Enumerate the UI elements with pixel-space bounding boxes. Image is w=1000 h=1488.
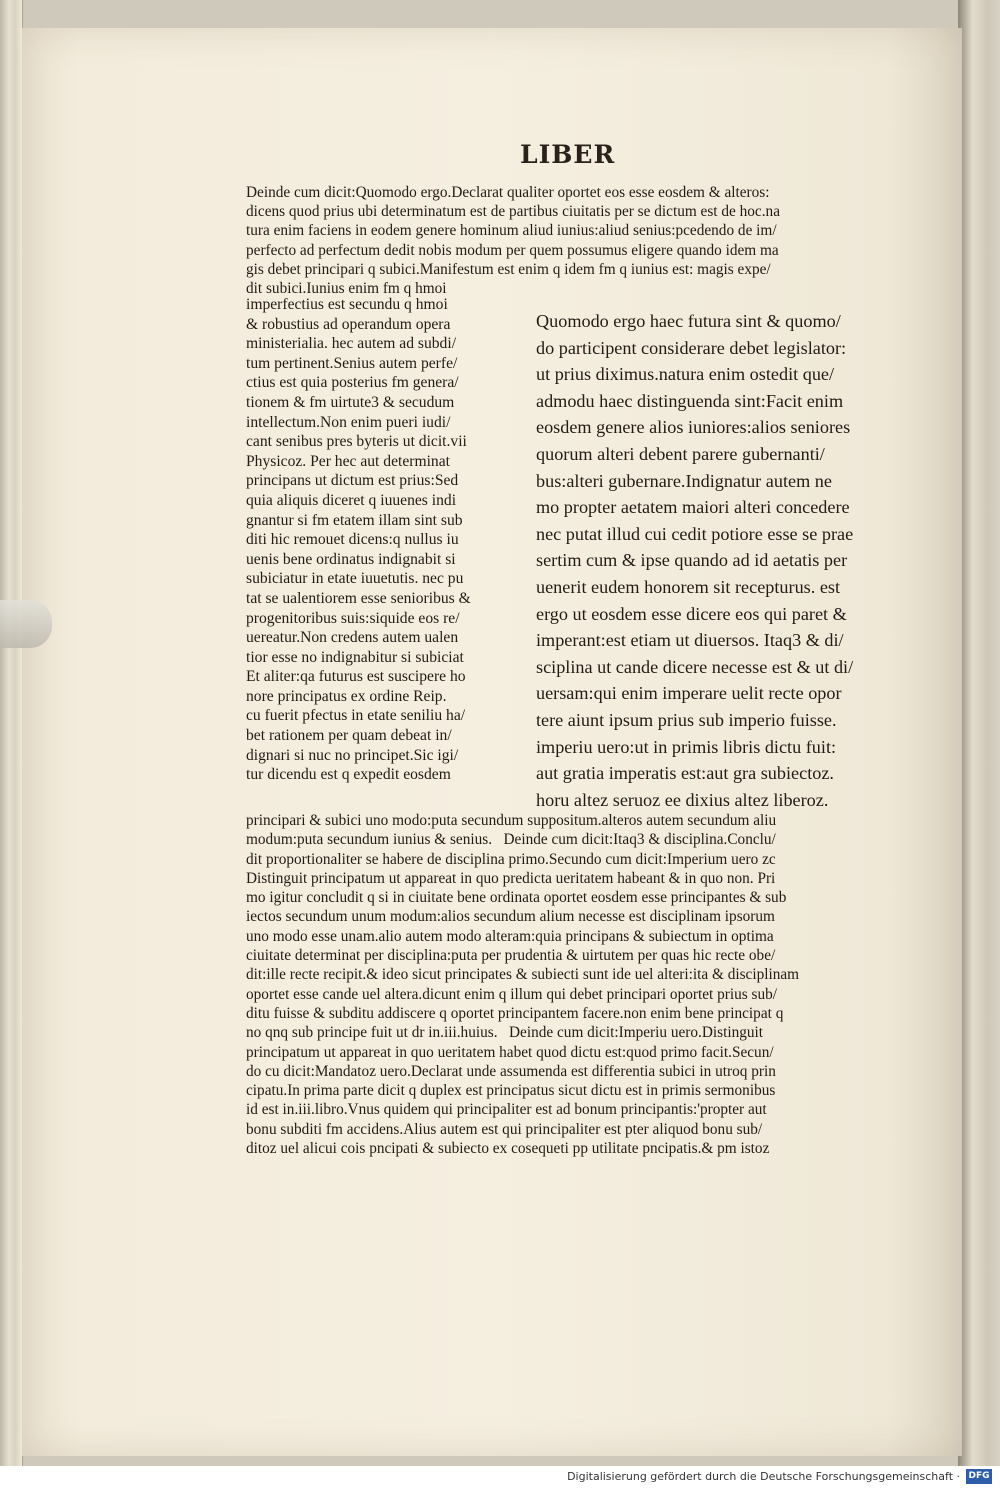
dfg-logo: DFG (966, 1469, 992, 1484)
book-edge-right (958, 0, 1000, 1466)
commentary-left-column: imperfectius est secundu q hmoi & robustius ad operandum opera ministerialia. hec autem ad subdi/ tum pertinent.Senius autem perfe/ ctius est quia posterius fm genera/ tionem & fm uirtute3 & secudum intellectum.Non enim pueri iudi/ cant senibus pres byteris ut dicit.vii Physicoz. Per hec aut determinat principans ut dictum est prius:Sed quia aliquis diceret q iuuenes indi gnantur si fm etatem illam sint sub diti hic remouet dicens:q nullus iu uenis bene ordinatus indignabit si subiciatur in etate iuuetutis. nec pu tat se ualentiorem esse senioribus & progenitoribus suis:siquide eos re/ uereatur.Non credens autem ualen tior esse no indignabitur si subiciat Et aliter:qa futurus est suscipere ho nore principatus ex ordine Reip. cu fuerit pfectus in etate seniliu ha/ bet rationem per quam debeat in/ dignari si nuc no principet.Sic igi/ tur dicendu est q expedit eosdem (246, 296, 471, 784)
footer-credit: Digitalisierung gefördert durch die Deutsche Forschungsgemeinschaft · (567, 1470, 960, 1483)
running-head: LIBER (520, 140, 616, 169)
commentary-top: Deinde cum dicit:Quomodo ergo.Declarat qualiter oportet eos esse eosdem & alteros: dicens quod prius ubi determinatum est de partibus ciuitatis per se dictum est de hoc.na tura enim faciens in eodem genere hominum aliud iunius:aliud senius:pcedendo de im/ perfecto ad perfectum dedit nobis modum per quem possumus eligere quando idem ma gis debet principari q subici.Manifestum est enim q idem fm q iunius est: magis expe/ dit subici.Iunius enim fm q hmoi (246, 184, 780, 298)
bookmark-ribbon (0, 600, 52, 648)
book-edge-left (0, 0, 23, 1466)
commentary-bottom: principari & subici uno modo:puta secundum suppositum.alteros autem secundum aliu modum:puta secundum iunius & senius. Deinde cum dicit:Itaq3 & disciplina.Conclu/ dit proportionaliter se habere de disciplina primo.Secundo cum dicit:Imperium uero zc Distinguit principatum ut appareat in quo predicta ueritatem habeant & in quo non. Pri mo igitur concludit q si in ciuitate bene ordinata oportet eosdem esse principantes & sub iectos secundum unum modum:alios secundum alium necesse est disciplinam ipsorum uno modo esse unam.alio autem modo alteram:quia principans & subiectum in optima ciuitate determinat per disciplina:puta per prudentia & uirtutem per quas hic recte obe/ dit:ille recte recipit.& ideo sicut principates & subiecti sunt ide uel alteri:ita & disciplinam oportet esse cande uel altera.dicunt enim q illum qui debet principari oportet prius sub/ ditu fuisse & subditu addiscere q oportet principantem facere.non enim bene principat q no qnq sub principe fuit ut dr in.iii.huius. Deinde cum dicit:Imperiu uero.Distinguit principatum ut appareat in quo ueritatem habet quod dictu est:quod primo facit.Secun/ do cu dicit:Mandatoz uero.Declarat unde assumenda est differentia subici in utroq prin cipatu.In prima parte dicit q duplex est principatus sicut dictu est in primis sermonibus id est in.iii.libro.Vnus quidem qui principaliter est ad bonum principantis:'propter aut bonu subditi fm accidens.Alius autem est qui principaliter est pter aliquod bonu sub/ ditoz uel alicui cois pncipati & subiecto ex cosequeti pp utilitate pncipatis.& pm istoz (246, 812, 800, 1158)
main-text-column: Quomodo ergo haec futura sint & quomo/ do participent considerare debet legislator: ut prius diximus.natura enim ostedit que/ admodu haec distinguenda sint:Facit enim eosdem genere alios iuniores:alios seniores quorum alteri debent parere gubernanti/ bus:alteri gubernare.Indignatur autem ne mo propter aetatem maiori alteri concedere nec putat illud cui cedit potiore esse se prae sertim cum & ipse quando ad id aetatis per uenerit eudem honorem sit recepturus. est ergo ut eosdem esse dicere eos qui paret & imperant:est etiam ut diuersos. Itaq3 & di/ sciplina ut cande dicere necesse est & ut di/ uersam:qui enim imperare uelit recte opor tere aiunt ipsum prius sub imperio fuisse. imperiu uero:ut in primis libris dictu fuit: aut gratia imperatis est:aut gra subiectoz. horu altez seruoz ee dixius altez liberoz. (536, 311, 854, 810)
